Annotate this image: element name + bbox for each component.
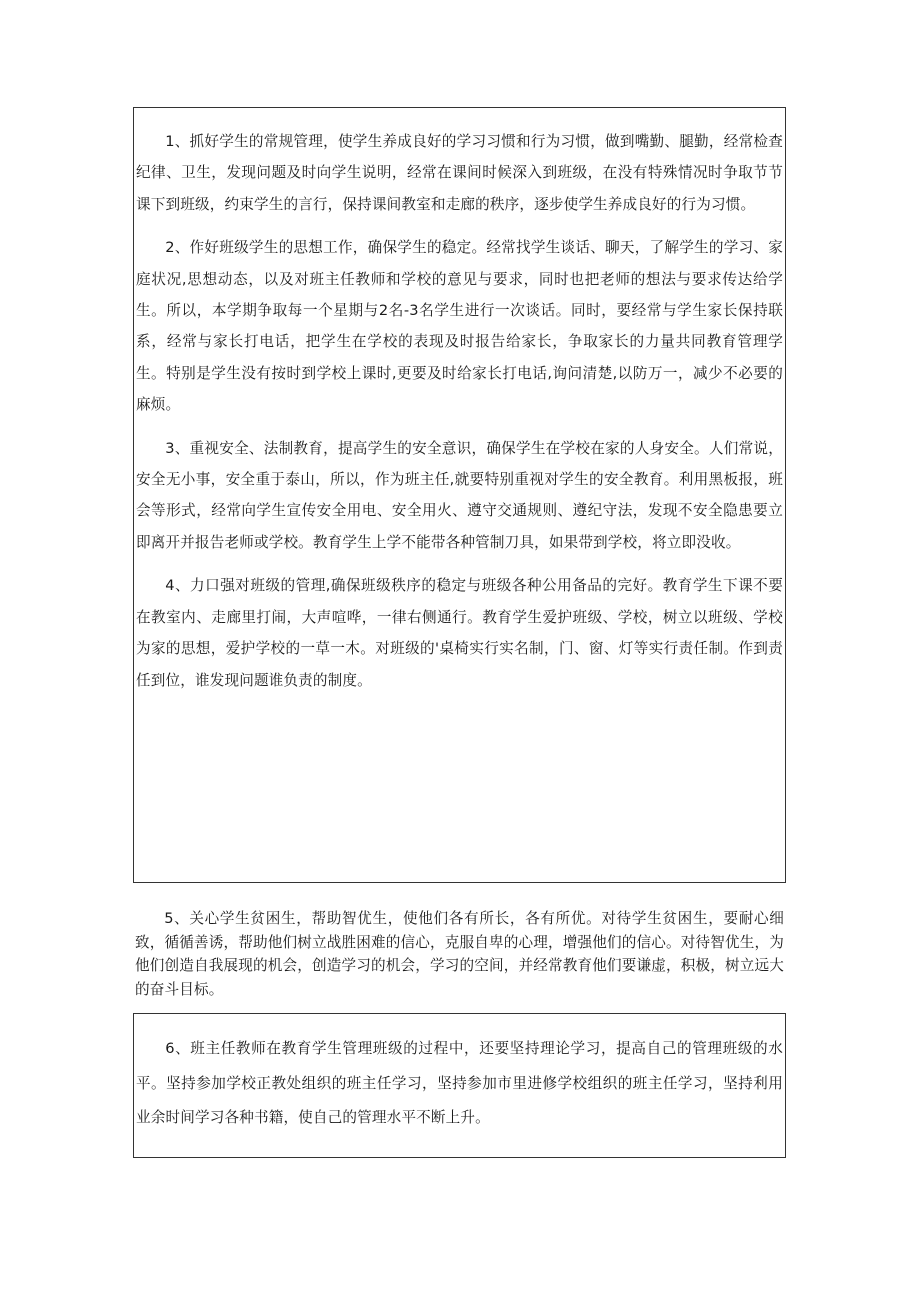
- paragraph-3: 3、重视安全、法制教育，提高学生的安全意识，确保学生在学校在家的人身安全。人们常说，安全无小事，安全重于泰山，所以，作为班主任,就要特别重视对学生的安全教育。利用黑板报，班会等形式，经常向学生宣传安全用电、安全用火、遵守交通规则、遵纪守法，发现不安全隐患要立即离开并报告老师或学校。教育学生上学不能带各种管制刀具，如果带到学校，将立即没收。: [136, 439, 783, 551]
- paragraph-5: 5、关心学生贫困生，帮助智优生，使他们各有所长，各有所优。对待学生贫困生，要耐心细致，循循善诱，帮助他们树立战胜困难的信心，克服自卑的心理，增强他们的信心。对待智优生，为他们创造自我展现的机会，创造学习的机会，学习的空间，并经常教育他们要谦虚，积极，树立远大的奋斗目标。: [135, 910, 784, 998]
- paragraph-4: 4、力口强对班级的管理,确保班级秩序的稳定与班级各种公用备品的完好。教育学生下课不要在教室内、走廊里打闹，大声喧哗，一律右侧通行。教育学生爱护班级、学校，树立以班级、学校为家的思想，爱护学校的一草一木。对班级的'桌椅实行实名制，门、窗、灯等实行责任制。作到责任到位，谁发现问题谁负责的制度。: [136, 577, 783, 689]
- bordered-section-1: [133, 107, 786, 883]
- paragraph-6: 6、班主任教师在教育学生管理班级的过程中，还要坚持理论学习，提高自己的管理班级的水平。坚持参加学校正教处组织的班主任学习，坚持参加市里进修学校组织的班主任学习，坚持利用业余时间学习各种书籍，使自己的管理水平不断上升。: [136, 1040, 783, 1126]
- paragraph-1: 1、抓好学生的常规管理，使学生养成良好的学习习惯和行为习惯，做到嘴勤、腿勤，经常检查纪律、卫生，发现问题及时向学生说明，经常在课间时候深入到班级，在没有特殊情况时争取节节课下到班级，约束学生的言行，保持课间教室和走廊的秩序，逐步使学生养成良好的行为习惯。: [136, 133, 783, 213]
- paragraph-2: 2、作好班级学生的思想工作，确保学生的稳定。经常找学生谈话、聊天，了解学生的学习、家庭状况,思想动态，以及对班主任教师和学校的意见与要求，同时也把老师的想法与要求传达给学生。所以，本学期争取每一个星期与2名-3名学生进行一次谈话。同时，要经常与学生家长保持联系，经常与家长打电话，把学生在学校的表现及时报告给家长，争取家长的力量共同教育管理学生。特别是学生没有按时到学校上课时,更要及时给家长打电话,询问清楚,以防万一，减少不必要的麻烦。: [136, 239, 783, 414]
- bordered-section-2: [133, 1013, 786, 1158]
